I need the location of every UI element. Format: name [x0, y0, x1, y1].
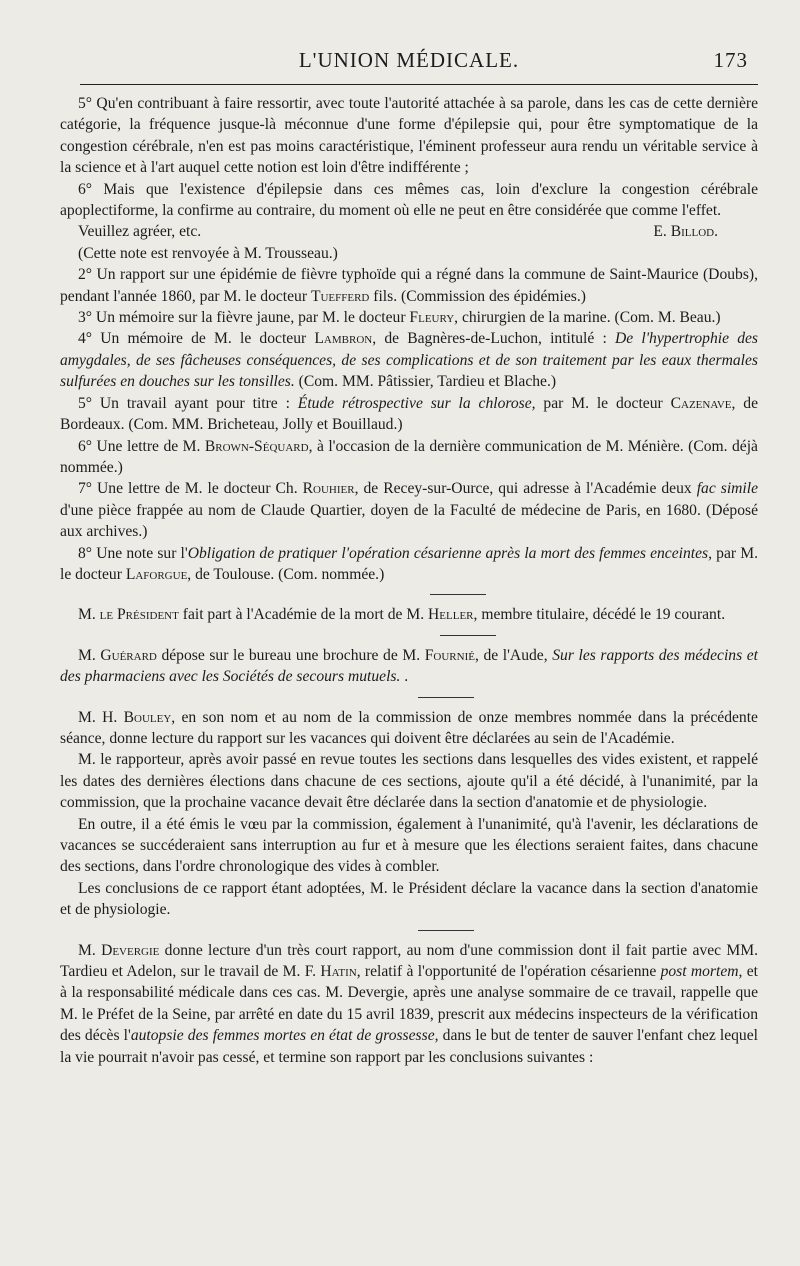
separator-rule [440, 635, 496, 636]
paragraph: 5° Qu'en contribuant à faire ressortir, avec toute l'autorité attachée à sa parole, dans les cas de cette dernière catégorie, la fréquence jusque-là méconnue d'une forme d'épilepsie qui, pour être symptomatique de la congestion cérébrale, n'en est pas moins caractéristique, l'éminent professeur aura rendu un véritable service à la science et à l'art auquel cette notion est loin d'être indifférente ; [60, 95, 758, 177]
paragraph: M. Devergie donne lecture d'un très court rapport, au nom d'une commission dont il fait partie avec MM. Tardieu et Adelon, sur le travail de M. F. Hatin, relatif à l'opportunité de l'opération césarienne post mortem, et à la responsabilité médicale dans ces cas. M. Devergie, après une analyse sommaire de ce travail, rappelle que M. le Préfet de la Seine, par arrêté en date du 15 avril 1839, prescrit aux médecins inspecteurs de la vérification des décès l'autopsie des femmes mortes en état de grossesse, dans le but de tenter de sauver l'enfant chez lequel la vie pourrait n'avoir pas cessé, et termine son rapport par les conclusions suivantes : [60, 941, 758, 1066]
list-item: 3° Un mémoire sur la fièvre jaune, par M. le docteur Fleury, chirurgien de la marine. (Com. M. Beau.) [78, 309, 721, 327]
paragraph: M. le Président fait part à l'Académie de la mort de M. Heller, membre titulaire, décédé le 19 courant. [78, 606, 726, 624]
signature-line [60, 221, 758, 242]
list-item: 7° Une lettre de M. le docteur Ch. Rouhier, de Recey-sur-Ource, qui adresse à l'Académie deux fac simile d'une pièce frappée au nom de Claude Quartier, doyen de la Faculté de médecine de Paris, en 1680. (Déposé aux archives.) [60, 480, 759, 541]
list-item: 5° Un travail ayant pour titre : Étude rétrospective sur la chlorose, par M. le docteur Cazenave, de Bordeaux. (Com. MM. Bricheteau, Jolly et Bouillaud.) [60, 394, 758, 434]
author-name: Devergie [101, 941, 160, 959]
paragraph: (Cette note est renvoyée à M. Trousseau.) [78, 244, 338, 262]
separator-rule [418, 697, 474, 698]
body-text [60, 93, 758, 1068]
work-title: Sur les rapports des médecins et des pharmaciens avec les Sociétés de secours mutuels. [60, 646, 758, 686]
page-number: 173 [713, 48, 748, 72]
separator-rule [430, 594, 486, 595]
author-name: Bouley [123, 708, 172, 726]
work-title: Obligation de pratiquer l'opération césarienne après la mort des femmes enceintes, [187, 544, 712, 562]
work-title: fac simile [696, 480, 759, 498]
separator-rule [418, 930, 474, 931]
author-name: Lambron [314, 330, 373, 348]
paragraph: En outre, il a été émis le vœu par la commission, également à l'unanimité, qu'à l'avenir, les déclarations de vacances se succéderaient sans interruption au fur et à mesure que les élections seraient faites, dans chacune des sections, dans l'ordre chronologique des vides à combler. [60, 815, 758, 876]
closing-formula: Veuillez agréer, etc. [78, 223, 202, 241]
list-item: 4° Un mémoire de M. le docteur Lambron, de Bagnères-de-Luchon, intitulé : De l'hypertrophie des amygdales, de ses fâcheuses conséquences, de ses complications et de son traitement par les eaux thermales sulfurées en douches sur les tonsilles. (Com. MM. Pâtissier, Tardieu et Blache.) [60, 330, 759, 391]
work-title: De l'hypertrophie des amygdales, de ses fâcheuses conséquences, de ses complications et de son traitement par les eaux thermales sulfurées en douches sur les tonsilles. [60, 330, 759, 391]
list-item: 8° Une note sur l'Obligation de pratiquer l'opération césarienne après la mort des femmes enceintes, par M. le docteur Laforgue, de Toulouse. (Com. nommée.) [60, 544, 758, 583]
list-item: 2° Un rapport sur une épidémie de fièvre typhoïde qui a régné dans la commune de Saint-Maurice (Doubs), pendant l'année 1860, par M. le docteur Tuefferd fils. (Commission des épidémies.) [60, 266, 758, 305]
paragraph: M. Guérard dépose sur le bureau une brochure de M. Fournié, de l'Aude, Sur les rapports des médecins et des pharmaciens avec les Sociétés de secours mutuels. . [60, 646, 758, 686]
author-name: Laforgue [125, 565, 188, 583]
signature-name: E. Billod. [653, 223, 718, 241]
list-item: 6° Une lettre de M. Brown-Séquard, à l'occasion de la dernière communication de M. Ménière. (Com. déjà nommée.) [60, 437, 758, 476]
paragraph: M. H. Bouley, en son nom et au nom de la commission de onze membres nommée dans la précédente séance, donne lecture du rapport sur les vacances qui doivent être déclarées au sein de l'Académie. [60, 708, 758, 747]
running-title: L'UNION MÉDICALE. [298, 48, 520, 72]
work-title: Étude rétrospective sur la chlorose, [297, 394, 536, 412]
paragraph: Les conclusions de ce rapport étant adoptées, M. le Président déclare la vacance dans la section d'anatomie et de physiologie. [60, 879, 758, 919]
author-name: Brown-Séquard [204, 437, 309, 455]
author-name: Heller [428, 606, 474, 624]
author-name: Cazenave [670, 394, 732, 412]
header-rule [80, 84, 758, 85]
paragraph: 6° Mais que l'existence d'épilepsie dans ces mêmes cas, loin d'exclure la congestion cérébrale apoplectiforme, la confirme au contraire, du moment où elle ne peut en être considérée que comme l'effet. [60, 180, 758, 220]
author-name: M. Guérard [78, 646, 157, 664]
author-name: Rouhier [302, 480, 355, 498]
page-header [60, 48, 758, 78]
paragraph: M. le rapporteur, après avoir passé en revue toutes les sections dans lesquelles des vides existent, et rappelé les dates des dernières élections dans chacune de ces sections, ajoute qu'il a été décidé, à l'unanimité, par la commission, que la prochaine vacance devait être déclarée dans la section d'anatomie et de physiologie. [60, 751, 758, 812]
author-name: Fleury [409, 309, 455, 327]
author-name: Tuefferd [310, 287, 370, 305]
